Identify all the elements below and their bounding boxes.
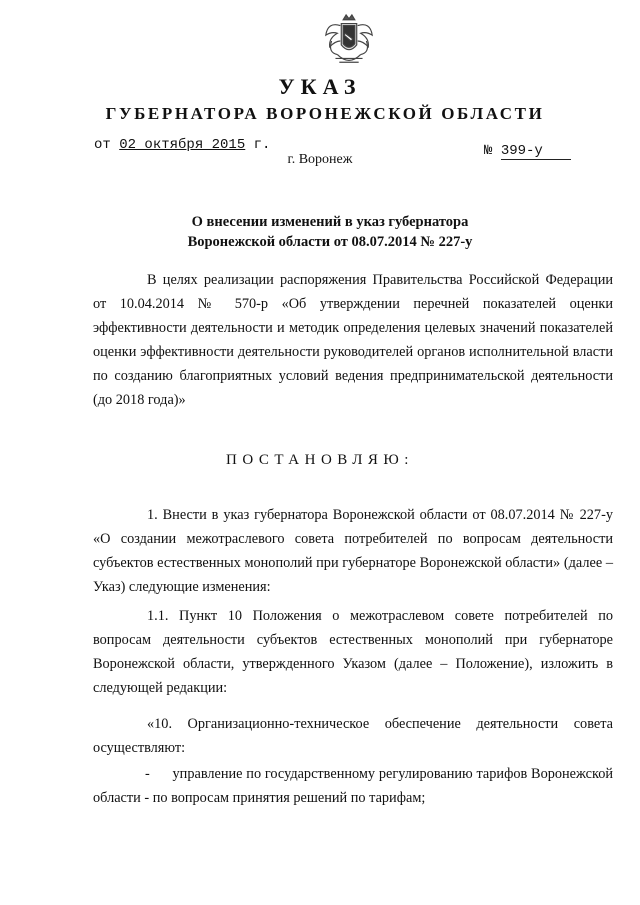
item-1-1-paragraph: 1.1. Пункт 10 Положения о межотраслевом совете потребителей по вопросам деятельности субъектов естественных монополий при губернаторе Воронежской области, утвержденного Указом (далее – Положение), изложить в следующей редакции: (93, 608, 613, 696)
decree-word: ПОСТАНОВЛЯЮ: (226, 452, 414, 468)
document-title: УКАЗ (278, 74, 362, 99)
coat-of-arms-icon (320, 12, 378, 70)
date-value: 02 октября 2015 (119, 137, 246, 153)
date-suffix: г. (253, 137, 271, 153)
heading-line-1: О внесении изменений в указ губернатора (191, 214, 469, 230)
number-value: 399-у (501, 143, 571, 160)
date-prefix: от (94, 137, 111, 153)
heading-line-2: Воронежской области от 08.07.2014 № 227-у (187, 234, 473, 250)
item-1-paragraph: 1. Внести в указ губернатора Воронежской области от 08.07.2014 № 227-у «О создании межотраслевого совета потребителей по вопросам деятельности субъектов естественных монополий при губернаторе Воронежской области» (далее – Указ) следующие изменения: (93, 507, 613, 595)
document-subtitle: ГУБЕРНАТОРА ВОРОНЕЖСКОЙ ОБЛАСТИ (105, 104, 545, 123)
date-line (94, 137, 270, 153)
document-heading (120, 212, 540, 252)
city-label: г. Воронеж (287, 152, 353, 167)
number-prefix: № (484, 143, 493, 159)
list-item-paragraph: - управление по государственному регулированию тарифов Воронежской области - по вопросам принятия решений по тарифам; (93, 766, 613, 806)
preamble-paragraph: В целях реализации распоряжения Правительства Российской Федерации от 10.04.2014 № 570-р «Об утверждении перечней показателей оценки эффективности деятельности и методик определения целевых значений показателей оценки эффективности деятельности руководителей органов исполнительной власти по созданию благоприятных условий ведения предпринимательской деятельности (до 2018 года)» (93, 272, 613, 408)
quote-paragraph: «10. Организационно-техническое обеспечение деятельности совета осуществляют: (93, 716, 613, 756)
